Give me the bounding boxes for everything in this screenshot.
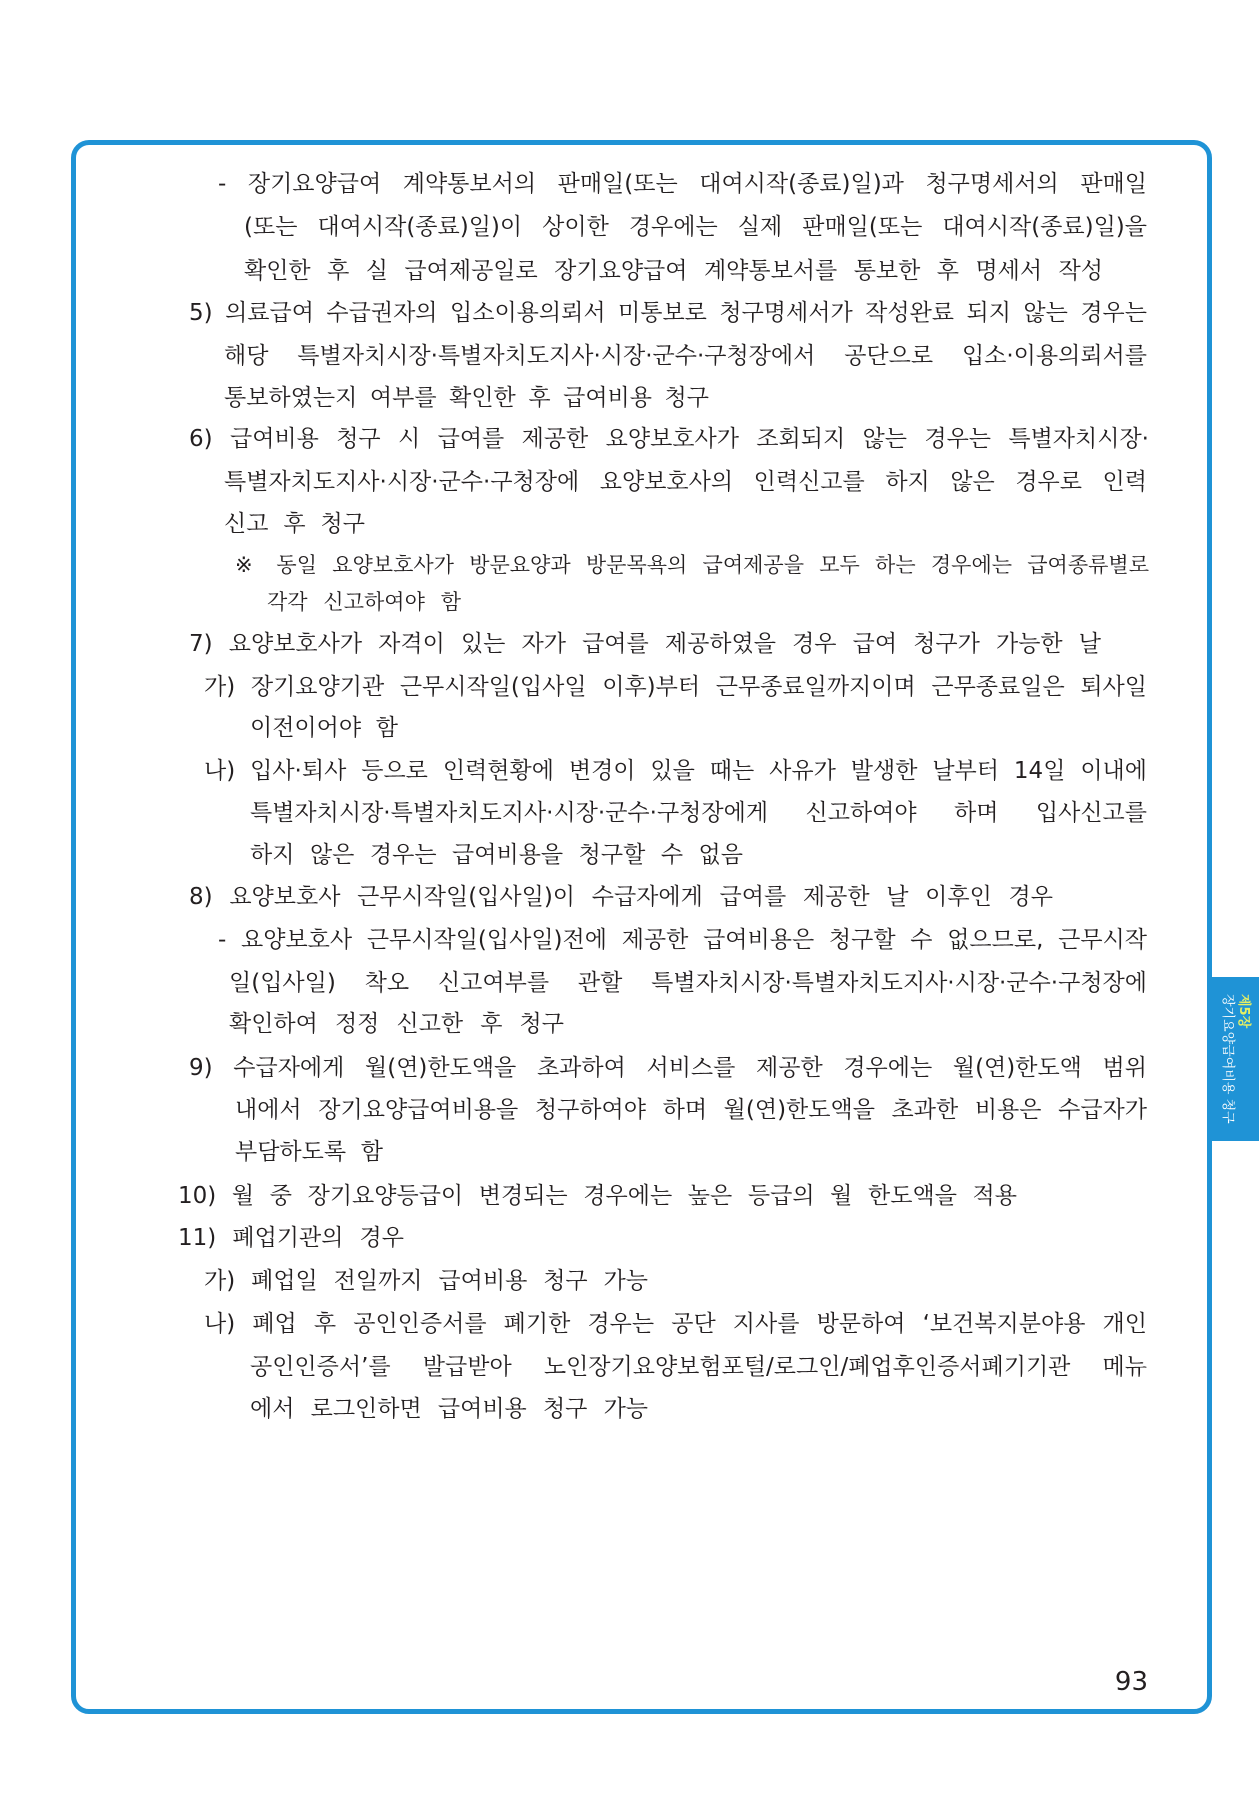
note-line: 각각 신고하여야 함 xyxy=(267,590,461,614)
text-line: 공인인증서’를 발급받아 노인장기요양보험포털/로그인/폐업후인증서폐기기관 메뉴 xyxy=(250,1354,1147,1380)
text-line: 에서 로그인하면 급여비용 청구 가능 xyxy=(250,1396,648,1422)
text-line: 확인하여 정정 신고한 후 청구 xyxy=(229,1011,564,1037)
text-line: 나) 입사·퇴사 등으로 인력현황에 변경이 있을 때는 사유가 발생한 날부터 14일 이내에 xyxy=(204,758,1147,784)
text-line: 신고 후 청구 xyxy=(224,511,365,537)
text-line: 이전이어야 함 xyxy=(250,715,398,741)
text-line: - 요양보호사 근무시작일(입사일)전에 제공한 급여비용은 청구할 수 없으므로, 근무시작 xyxy=(218,927,1147,953)
text-line: 가) 폐업일 전일까지 급여비용 청구 가능 xyxy=(204,1268,648,1294)
note-line: ※ 동일 요양보호사가 방문요양과 방문목욕의 급여제공을 모두 하는 경우에는 급여종류별로 xyxy=(235,553,1149,577)
chapter-number-label: 제5장 xyxy=(1236,994,1251,1029)
text-line: 11) 폐업기관의 경우 xyxy=(178,1225,404,1251)
chapter-tab xyxy=(1212,977,1259,1141)
text-line: - 장기요양급여 계약통보서의 판매일(또는 대여시작(종료)일)과 청구명세서의 판매일 xyxy=(218,171,1147,197)
text-line: 10) 월 중 장기요양등급이 변경되는 경우에는 높은 등급의 월 한도액을 적용 xyxy=(178,1183,1017,1209)
text-line: 특별자치도지사·시장·군수·구청장에 요양보호사의 인력신고를 하지 않은 경우로 인력 xyxy=(224,469,1147,495)
text-line: 5) 의료급여 수급권자의 입소이용의뢰서 미통보로 청구명세서가 작성완료 되지 않는 경우는 xyxy=(189,300,1147,326)
text-line: 가) 장기요양기관 근무시작일(입사일 이후)부터 근무종료일까지이며 근무종료일은 퇴사일 xyxy=(204,674,1147,700)
text-line: 부담하도록 함 xyxy=(235,1139,383,1165)
text-line: 나) 폐업 후 공인인증서를 폐기한 경우는 공단 지사를 방문하여 ‘보건복지분야용 개인 xyxy=(204,1311,1147,1337)
text-line: 9) 수급자에게 월(연)한도액을 초과하여 서비스를 제공한 경우에는 월(연)한도액 범위 xyxy=(189,1055,1147,1081)
text-line: 해당 특별자치시장·특별자치도지사·시장·군수·구청장에서 공단으로 입소·이용의뢰서를 xyxy=(224,343,1147,369)
chapter-title-label: 장기요양급여비용 청구 xyxy=(1220,994,1235,1124)
text-line: 일(입사일) 착오 신고여부를 관할 특별자치시장·특별자치도지사·시장·군수·구청장에 xyxy=(229,970,1147,996)
page-number: 93 xyxy=(1114,1667,1148,1697)
text-line: 하지 않은 경우는 급여비용을 청구할 수 없음 xyxy=(250,842,743,868)
text-line: 7) 요양보호사가 자격이 있는 자가 급여를 제공하였을 경우 급여 청구가 가능한 날 xyxy=(189,631,1101,657)
text-line: 내에서 장기요양급여비용을 청구하여야 하며 월(연)한도액을 초과한 비용은 수급자가 xyxy=(235,1097,1147,1123)
text-line: (또는 대여시작(종료)일)이 상이한 경우에는 실제 판매일(또는 대여시작(종료)일)을 xyxy=(244,214,1147,240)
text-line: 통보하였는지 여부를 확인한 후 급여비용 청구 xyxy=(224,385,709,411)
text-line: 8) 요양보호사 근무시작일(입사일)이 수급자에게 급여를 제공한 날 이후인 경우 xyxy=(189,884,1053,910)
chapter-tab-text xyxy=(1219,994,1251,1124)
text-line: 6) 급여비용 청구 시 급여를 제공한 요양보호사가 조회되지 않는 경우는 특별자치시장· xyxy=(189,426,1149,452)
text-line: 확인한 후 실 급여제공일로 장기요양급여 계약통보서를 통보한 후 명세서 작성 xyxy=(244,258,1103,284)
text-line: 특별자치시장·특별자치도지사·시장·군수·구청장에게 신고하여야 하며 입사신고를 xyxy=(250,800,1147,826)
